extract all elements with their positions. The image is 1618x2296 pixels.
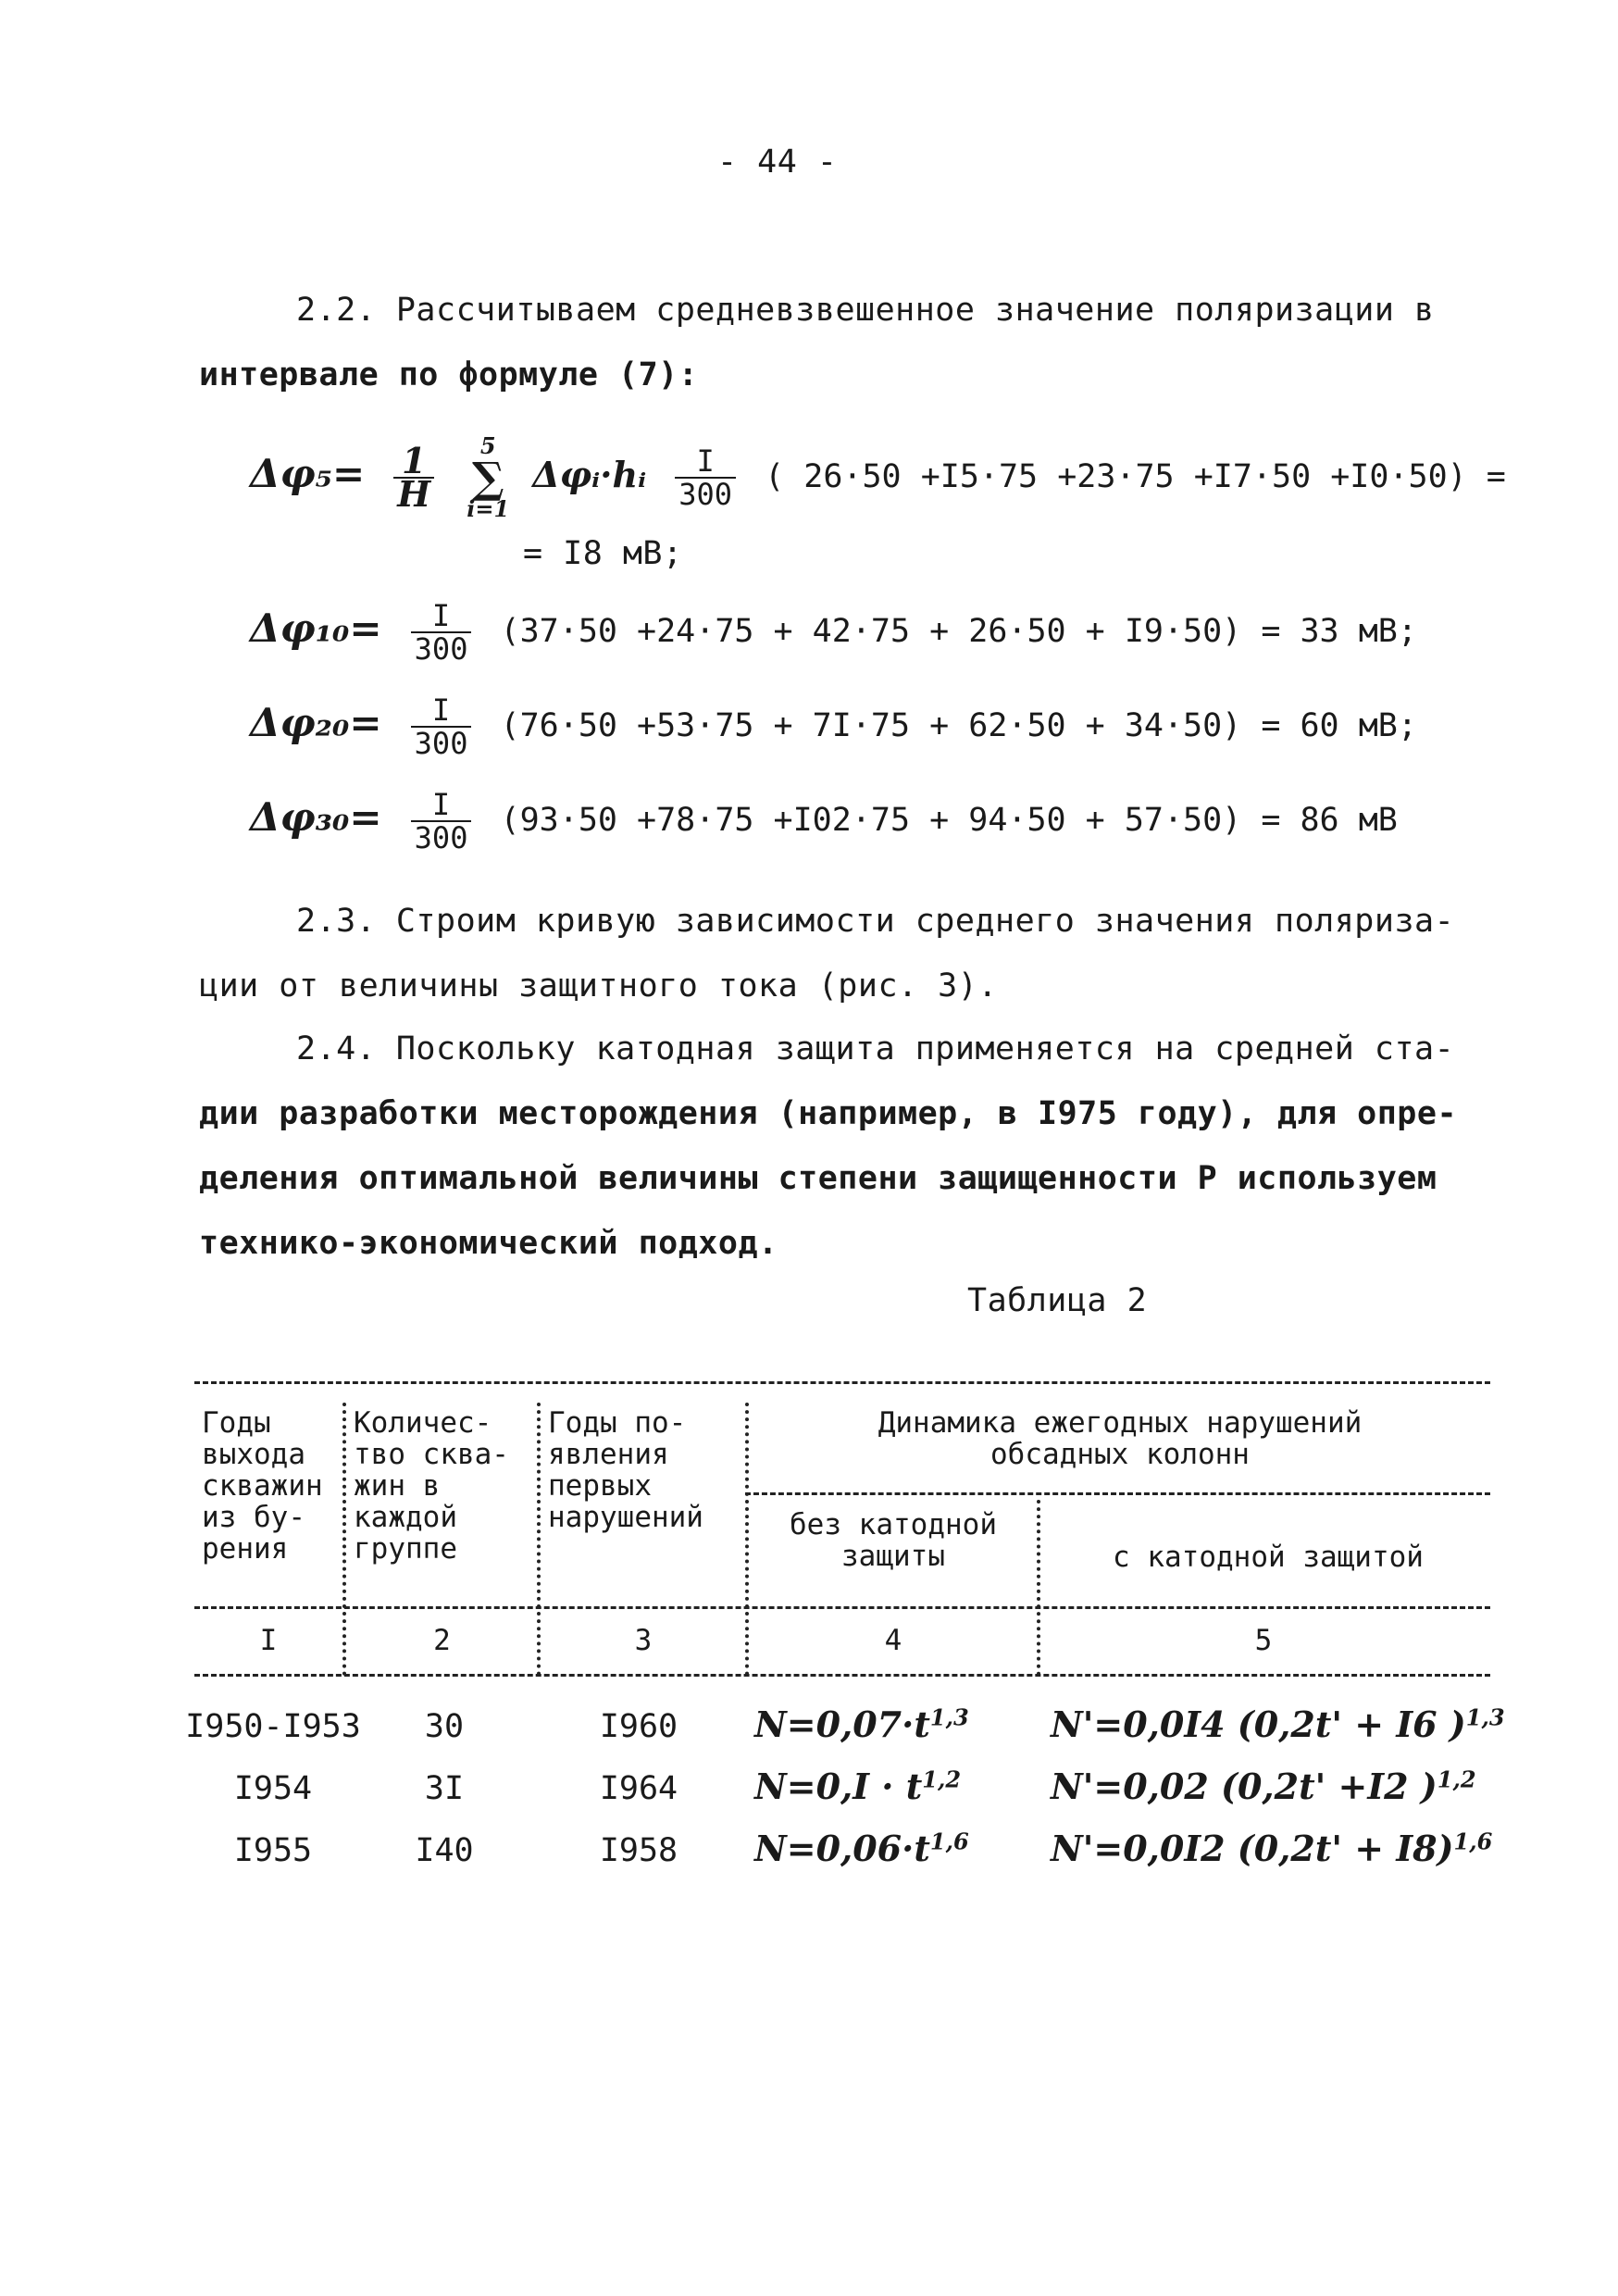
- exponent: 1,2: [1437, 1766, 1476, 1793]
- formula-30-fraction: [411, 789, 472, 854]
- header-col-2-line: жин в: [354, 1469, 441, 1503]
- formula-5-fraction: [675, 445, 736, 510]
- header-col-2-line: каждой: [354, 1501, 457, 1534]
- row-years: I950-I953: [185, 1708, 361, 1745]
- formula-delta-phi-30: [250, 789, 1398, 854]
- section-2-4-line-2: дии разработки месторождения (например, в I975 году), для опре-: [199, 1095, 1458, 1132]
- formula-no-protection: N=0,06·t: [754, 1828, 930, 1869]
- table-col-sep-3: [745, 1403, 749, 1676]
- row-formula-with-protection: [1051, 1766, 1476, 1807]
- header-col-4-line: защиты: [841, 1540, 945, 1573]
- section-2-4-line-3: деления оптимальной величины степени защищенности Р используем: [199, 1160, 1438, 1197]
- row-years: I955: [233, 1832, 313, 1869]
- header-group: [754, 1407, 1486, 1470]
- table-col-sep-4: [1037, 1500, 1040, 1676]
- header-col-1: [202, 1407, 323, 1565]
- header-col-1-line: скважин: [202, 1469, 323, 1503]
- row-count: I40: [415, 1832, 474, 1869]
- formula-10-num: I: [431, 598, 451, 633]
- table-header-rule: [194, 1606, 1490, 1609]
- header-col-3-line: первых: [548, 1469, 652, 1503]
- header-col-3-line: Годы по-: [548, 1406, 687, 1440]
- table-col-sep-2: [537, 1403, 541, 1676]
- formula-delta-phi-5: [250, 432, 1506, 522]
- exponent: 1,6: [929, 1828, 969, 1855]
- formula-30-lhs: Δφ₃₀=: [250, 794, 382, 840]
- sum-upper-limit: 5: [479, 432, 496, 459]
- section-2-2-line-2: интервале по формуле (7):: [199, 356, 699, 393]
- formula-30-den: 300: [411, 820, 472, 854]
- exponent: 1,3: [929, 1703, 969, 1731]
- table-col-sep-1: [342, 1403, 346, 1676]
- table-number-rule: [194, 1674, 1490, 1677]
- section-2-2: [199, 278, 1439, 407]
- header-col-1-line: из бу-: [202, 1501, 305, 1534]
- row-first: I964: [599, 1770, 678, 1807]
- sum-lower-limit: i=1: [467, 495, 510, 522]
- header-col-5: с катодной защитой: [1113, 1541, 1424, 1574]
- formula-delta-phi-10: [250, 600, 1417, 665]
- row-years: I954: [233, 1770, 313, 1807]
- section-2-2-line-1: 2.2. Рассчитываем средневзвешенное значение поляризации в: [296, 292, 1435, 329]
- header-col-1-line: выхода: [202, 1438, 305, 1471]
- table-group-rule: [745, 1492, 1490, 1495]
- header-group-line: обсадных колонн: [990, 1438, 1250, 1471]
- formula-20-lhs: Δφ₂₀=: [250, 700, 382, 745]
- col-number-5: 5: [1254, 1624, 1273, 1657]
- section-2-3: [199, 889, 1455, 1018]
- header-col-2: [354, 1407, 509, 1565]
- formula-30-num: I: [431, 787, 451, 822]
- table-top-rule: [194, 1381, 1490, 1384]
- table-caption: Таблица 2: [967, 1282, 1148, 1319]
- formula-no-protection: N=0,07·t: [754, 1703, 930, 1745]
- formula-5-sum-body: Δφᵢ·hᵢ: [532, 454, 647, 495]
- sigma-icon: ∑: [471, 453, 504, 503]
- col-number-2: 2: [433, 1624, 451, 1657]
- row-formula-with-protection: [1051, 1703, 1505, 1745]
- formula-20-num: I: [431, 693, 451, 728]
- row-first: I960: [599, 1708, 678, 1745]
- formula-10-den: 300: [411, 631, 472, 665]
- formula-10-fraction: [411, 600, 472, 665]
- formula-10-expression: (37·50 +24·75 + 42·75 + 26·50 + I9·50) = 33 мВ;: [500, 613, 1417, 650]
- formula-with-protection: N'=0,0I2 (0,2t' + I8): [1051, 1828, 1454, 1869]
- col-number-1: I: [259, 1624, 278, 1657]
- header-col-3-line: явления: [548, 1438, 669, 1471]
- header-group-line: Динамика ежегодных нарушений: [877, 1406, 1363, 1440]
- section-2-3-line-2: ции от величины защитного тока (рис. 3).: [199, 967, 998, 1004]
- formula-5-num: I: [696, 443, 715, 479]
- formula-with-protection: N'=0,02 (0,2t' +I2 ): [1051, 1766, 1438, 1807]
- formula-20-fraction: [411, 694, 472, 759]
- formula-20-expression: (76·50 +53·75 + 7I·75 + 62·50 + 34·50) = 60 мВ;: [500, 707, 1417, 744]
- sum-operator: [467, 432, 510, 522]
- header-col-2-line: тво сква-: [354, 1438, 509, 1471]
- header-col-1-line: Годы: [202, 1406, 271, 1440]
- formula-5-coef: [393, 440, 434, 515]
- section-2-3-line-1: 2.3. Строим кривую зависимости среднего значения поляриза-: [296, 903, 1455, 940]
- formula-5-result: = I8 мВ;: [523, 535, 683, 572]
- row-formula-no-protection: [754, 1766, 961, 1807]
- formula-5-den: 300: [675, 477, 736, 510]
- row-formula-no-protection: [754, 1828, 969, 1869]
- header-col-3: [548, 1407, 703, 1533]
- row-count: 3I: [424, 1770, 465, 1807]
- exponent: 1,6: [1453, 1828, 1493, 1855]
- formula-5-H: H: [393, 477, 434, 510]
- formula-5-one: 1: [401, 440, 427, 481]
- section-2-4-line-1: 2.4. Поскольку катодная защита применяется на средней ста-: [296, 1030, 1455, 1067]
- row-first: I958: [599, 1832, 678, 1869]
- section-2-4: [199, 1017, 1458, 1276]
- exponent: 1,2: [922, 1766, 962, 1793]
- exponent: 1,3: [1465, 1703, 1505, 1731]
- col-number-4: 4: [884, 1624, 902, 1657]
- formula-with-protection: N'=0,0I4 (0,2t' + I6 ): [1051, 1703, 1466, 1745]
- row-formula-with-protection: [1051, 1828, 1492, 1869]
- row-formula-no-protection: [754, 1703, 969, 1745]
- formula-delta-phi-20: [250, 694, 1417, 759]
- formula-5-expression: ( 26·50 +I5·75 +23·75 +I7·50 +I0·50) =: [765, 458, 1506, 495]
- row-count: 30: [424, 1708, 465, 1745]
- formula-5-lhs: Δφ₅=: [250, 451, 366, 496]
- section-2-4-line-4: технико-экономический подход.: [199, 1225, 778, 1262]
- header-col-2-line: Количес-: [354, 1406, 492, 1440]
- header-col-1-line: рения: [202, 1532, 289, 1566]
- formula-no-protection: N=0,I · t: [754, 1766, 923, 1807]
- header-col-4-line: без катодной: [790, 1508, 997, 1541]
- header-col-3-line: нарушений: [548, 1501, 703, 1534]
- col-number-3: 3: [634, 1624, 653, 1657]
- formula-20-den: 300: [411, 726, 472, 759]
- header-col-2-line: группе: [354, 1532, 457, 1566]
- header-col-4: [754, 1509, 1032, 1572]
- formula-10-lhs: Δφ₁₀=: [250, 605, 382, 651]
- page-number: - 44 -: [717, 144, 838, 181]
- formula-30-expression: (93·50 +78·75 +I02·75 + 94·50 + 57·50) = 86 мВ: [500, 802, 1398, 839]
